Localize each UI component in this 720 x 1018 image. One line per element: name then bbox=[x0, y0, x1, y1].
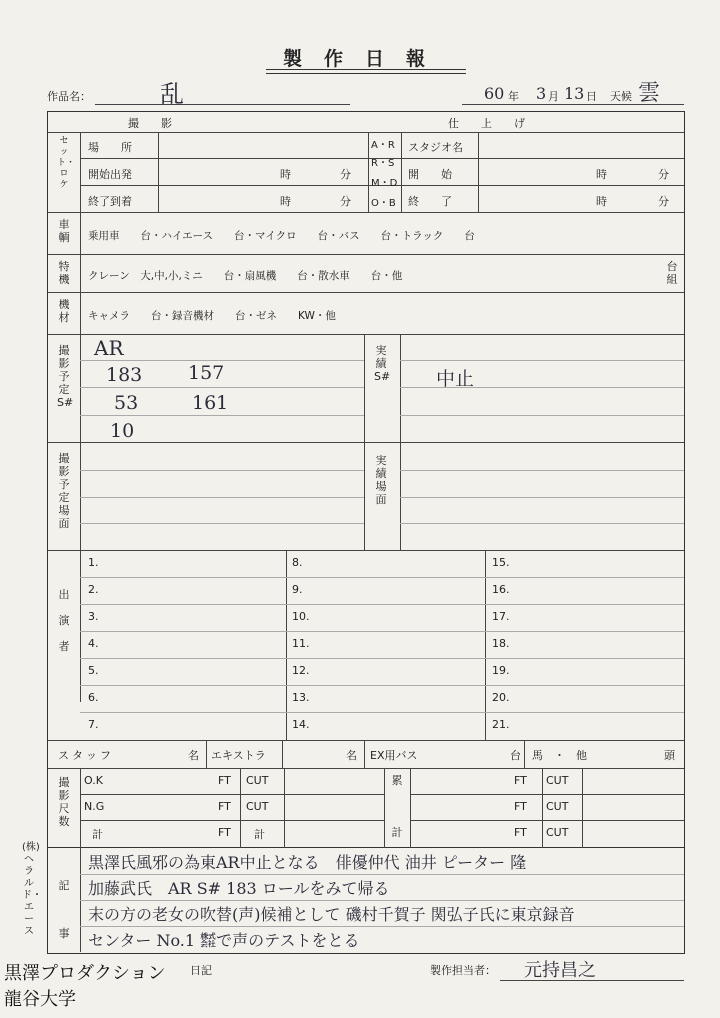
reporter-underline bbox=[500, 980, 684, 981]
result-hw: 中止 bbox=[436, 368, 475, 390]
cast-number-10: 10. bbox=[292, 610, 310, 623]
result-scene-label: 実績場面 bbox=[375, 454, 387, 506]
side-stamp: (株)ヘラルド・エース bbox=[22, 842, 42, 937]
watermark-line-1: 黒澤プロダクション bbox=[4, 963, 166, 984]
shiage-start-label: 開 始 bbox=[408, 168, 452, 181]
plan-scene-label: 撮影予定場面 bbox=[58, 452, 70, 530]
equipment-label: 機材 bbox=[58, 298, 70, 324]
cast-number-18: 18. bbox=[492, 637, 510, 650]
vehicles-label: 車輌 bbox=[58, 218, 70, 244]
footer-small-label: 日記 bbox=[190, 964, 212, 977]
start-depart-label: 開始出発 bbox=[88, 168, 132, 181]
shiage-start-hour: 時 bbox=[596, 168, 607, 181]
cast-number-19: 19. bbox=[492, 664, 510, 677]
rui-ft-2: FT bbox=[514, 800, 527, 813]
plan-hw-10: 10 bbox=[110, 420, 135, 442]
plan-label: 撮影予定 S# bbox=[57, 344, 74, 409]
weather-label: 天候 bbox=[610, 90, 632, 103]
equipment-text: キャメラ 台・録音機材 台・ゼネ KW・他 bbox=[88, 310, 336, 322]
ng-ft: FT bbox=[218, 800, 231, 813]
cast-number-9: 9. bbox=[292, 583, 303, 596]
rui-cut-1: CUT bbox=[546, 774, 569, 787]
cast-number-14: 14. bbox=[292, 718, 310, 731]
watermark-line-2: 龍谷大学 bbox=[4, 989, 76, 1010]
shiage-end-label: 終 了 bbox=[408, 195, 452, 208]
header-satsuei: 撮 影 bbox=[128, 117, 172, 130]
cast-number-1: 1. bbox=[88, 556, 99, 569]
plan-hw-ar: AR bbox=[94, 336, 124, 360]
notes-section bbox=[47, 848, 685, 954]
kei-label: 計 bbox=[92, 828, 103, 841]
vehicles-text: 乗用車 台・ハイエース 台・マイクロ 台・バス 台・トラック 台 bbox=[88, 230, 475, 242]
start-hour-label: 時 bbox=[280, 168, 291, 181]
cast-number-4: 4. bbox=[88, 637, 99, 650]
ng-label: N.G bbox=[84, 800, 105, 813]
kei-ft: FT bbox=[218, 826, 231, 839]
studio-label: スタジオ名 bbox=[408, 141, 463, 154]
ex-bus-dai: 台 bbox=[510, 749, 521, 762]
reporter-name: 元持昌之 bbox=[524, 960, 596, 981]
horse-label: 馬 ・ 他 bbox=[532, 749, 587, 762]
cast-number-21: 21. bbox=[492, 718, 510, 731]
extra-mei: 名 bbox=[346, 749, 357, 762]
ok-cut: CUT bbox=[246, 774, 269, 787]
set-loke-label: セット・ロケ bbox=[57, 136, 76, 190]
ok-label: O.K bbox=[84, 774, 103, 787]
end-min-label: 分 bbox=[340, 195, 351, 208]
date-day: 13 bbox=[564, 84, 585, 103]
ng-cut: CUT bbox=[246, 800, 269, 813]
shiage-end-min: 分 bbox=[658, 195, 669, 208]
code-rs: R・S bbox=[371, 158, 395, 169]
cast-label: 出演者 bbox=[58, 588, 70, 653]
staff-label: スタッフ bbox=[58, 749, 114, 762]
rui-cut-2: CUT bbox=[546, 800, 569, 813]
code-md: M・D bbox=[371, 178, 398, 189]
rui-kei-label: 計 bbox=[391, 826, 403, 839]
month-unit: 月 bbox=[548, 90, 559, 103]
cast-number-16: 16. bbox=[492, 583, 510, 596]
cast-number-12: 12. bbox=[292, 664, 310, 677]
rui-label: 累 bbox=[391, 774, 403, 787]
ok-ft: FT bbox=[218, 774, 231, 787]
plan-hw-157: 157 bbox=[188, 362, 225, 384]
plan-hw-183: 183 bbox=[106, 364, 143, 386]
notes-label: 記事 bbox=[58, 879, 70, 940]
plan-hw-53: 53 bbox=[114, 392, 139, 414]
work-name-value: 乱 bbox=[160, 80, 184, 108]
horse-to: 頭 bbox=[664, 749, 675, 762]
reporter-label: 製作担当者： bbox=[430, 964, 496, 977]
main-form-table bbox=[47, 111, 685, 848]
cast-number-3: 3. bbox=[88, 610, 99, 623]
rui-ft-1: FT bbox=[514, 774, 527, 787]
staff-mei: 名 bbox=[188, 749, 199, 762]
notes-line-2: 加藤武氏 AR S# 183 ロールをみて帰る bbox=[88, 879, 390, 898]
day-unit: 日 bbox=[586, 90, 597, 103]
end-arrive-label: 終了到着 bbox=[88, 195, 132, 208]
cast-number-7: 7. bbox=[88, 718, 99, 731]
place-label: 場 所 bbox=[88, 141, 132, 154]
code-ar: A・R bbox=[371, 140, 395, 151]
code-ob: O・B bbox=[371, 198, 396, 209]
cast-number-2: 2. bbox=[88, 583, 99, 596]
special-right-label: 台組 bbox=[666, 260, 678, 286]
header-shiage: 仕 上 げ bbox=[448, 117, 525, 130]
start-min-label: 分 bbox=[340, 168, 351, 181]
title-underline bbox=[266, 69, 466, 74]
page-title: 製作日報 bbox=[282, 48, 447, 70]
cast-number-13: 13. bbox=[292, 691, 310, 704]
notes-line-4: センター No.1 ㍿で声のテストをとる bbox=[88, 931, 360, 950]
weather-value: 雲 bbox=[638, 81, 661, 106]
special-label: 特機 bbox=[58, 260, 70, 286]
cast-number-5: 5. bbox=[88, 664, 99, 677]
plan-hw-161: 161 bbox=[192, 392, 229, 414]
cast-number-6: 6. bbox=[88, 691, 99, 704]
shiage-start-min: 分 bbox=[658, 168, 669, 181]
notes-line-1: 黒澤氏風邪の為東AR中止となる 俳優仲代 油井 ピーター 隆 bbox=[88, 853, 527, 872]
special-text: クレーン 大,中,小,ミニ 台・扇風機 台・散水車 台・他 bbox=[88, 270, 403, 282]
year-unit: 年 bbox=[508, 90, 519, 103]
ex-bus-label: EX用バス bbox=[370, 749, 418, 762]
cast-number-15: 15. bbox=[492, 556, 510, 569]
date-year: 60 bbox=[484, 84, 505, 103]
result-label: 実績 S# bbox=[374, 344, 391, 383]
rui-cut-3: CUT bbox=[546, 826, 569, 839]
cast-number-8: 8. bbox=[292, 556, 303, 569]
cast-number-17: 17. bbox=[492, 610, 510, 623]
end-hour-label: 時 bbox=[280, 195, 291, 208]
extra-label: エキストラ bbox=[211, 749, 266, 762]
cast-number-11: 11. bbox=[292, 637, 310, 650]
notes-line-3: 末の方の老女の吹替(声)候補として 磯村千賀子 関弘子氏に東京録音 bbox=[88, 905, 575, 924]
cast-number-20: 20. bbox=[492, 691, 510, 704]
work-name-label: 作品名： bbox=[47, 90, 91, 103]
date-month: 3 bbox=[536, 84, 547, 103]
shiage-end-hour: 時 bbox=[596, 195, 607, 208]
date-underline bbox=[462, 104, 684, 105]
work-name-underline bbox=[95, 104, 350, 105]
footage-label: 撮影尺数 bbox=[58, 776, 70, 828]
kei-cut: 計 bbox=[254, 828, 265, 841]
rui-ft-3: FT bbox=[514, 826, 527, 839]
